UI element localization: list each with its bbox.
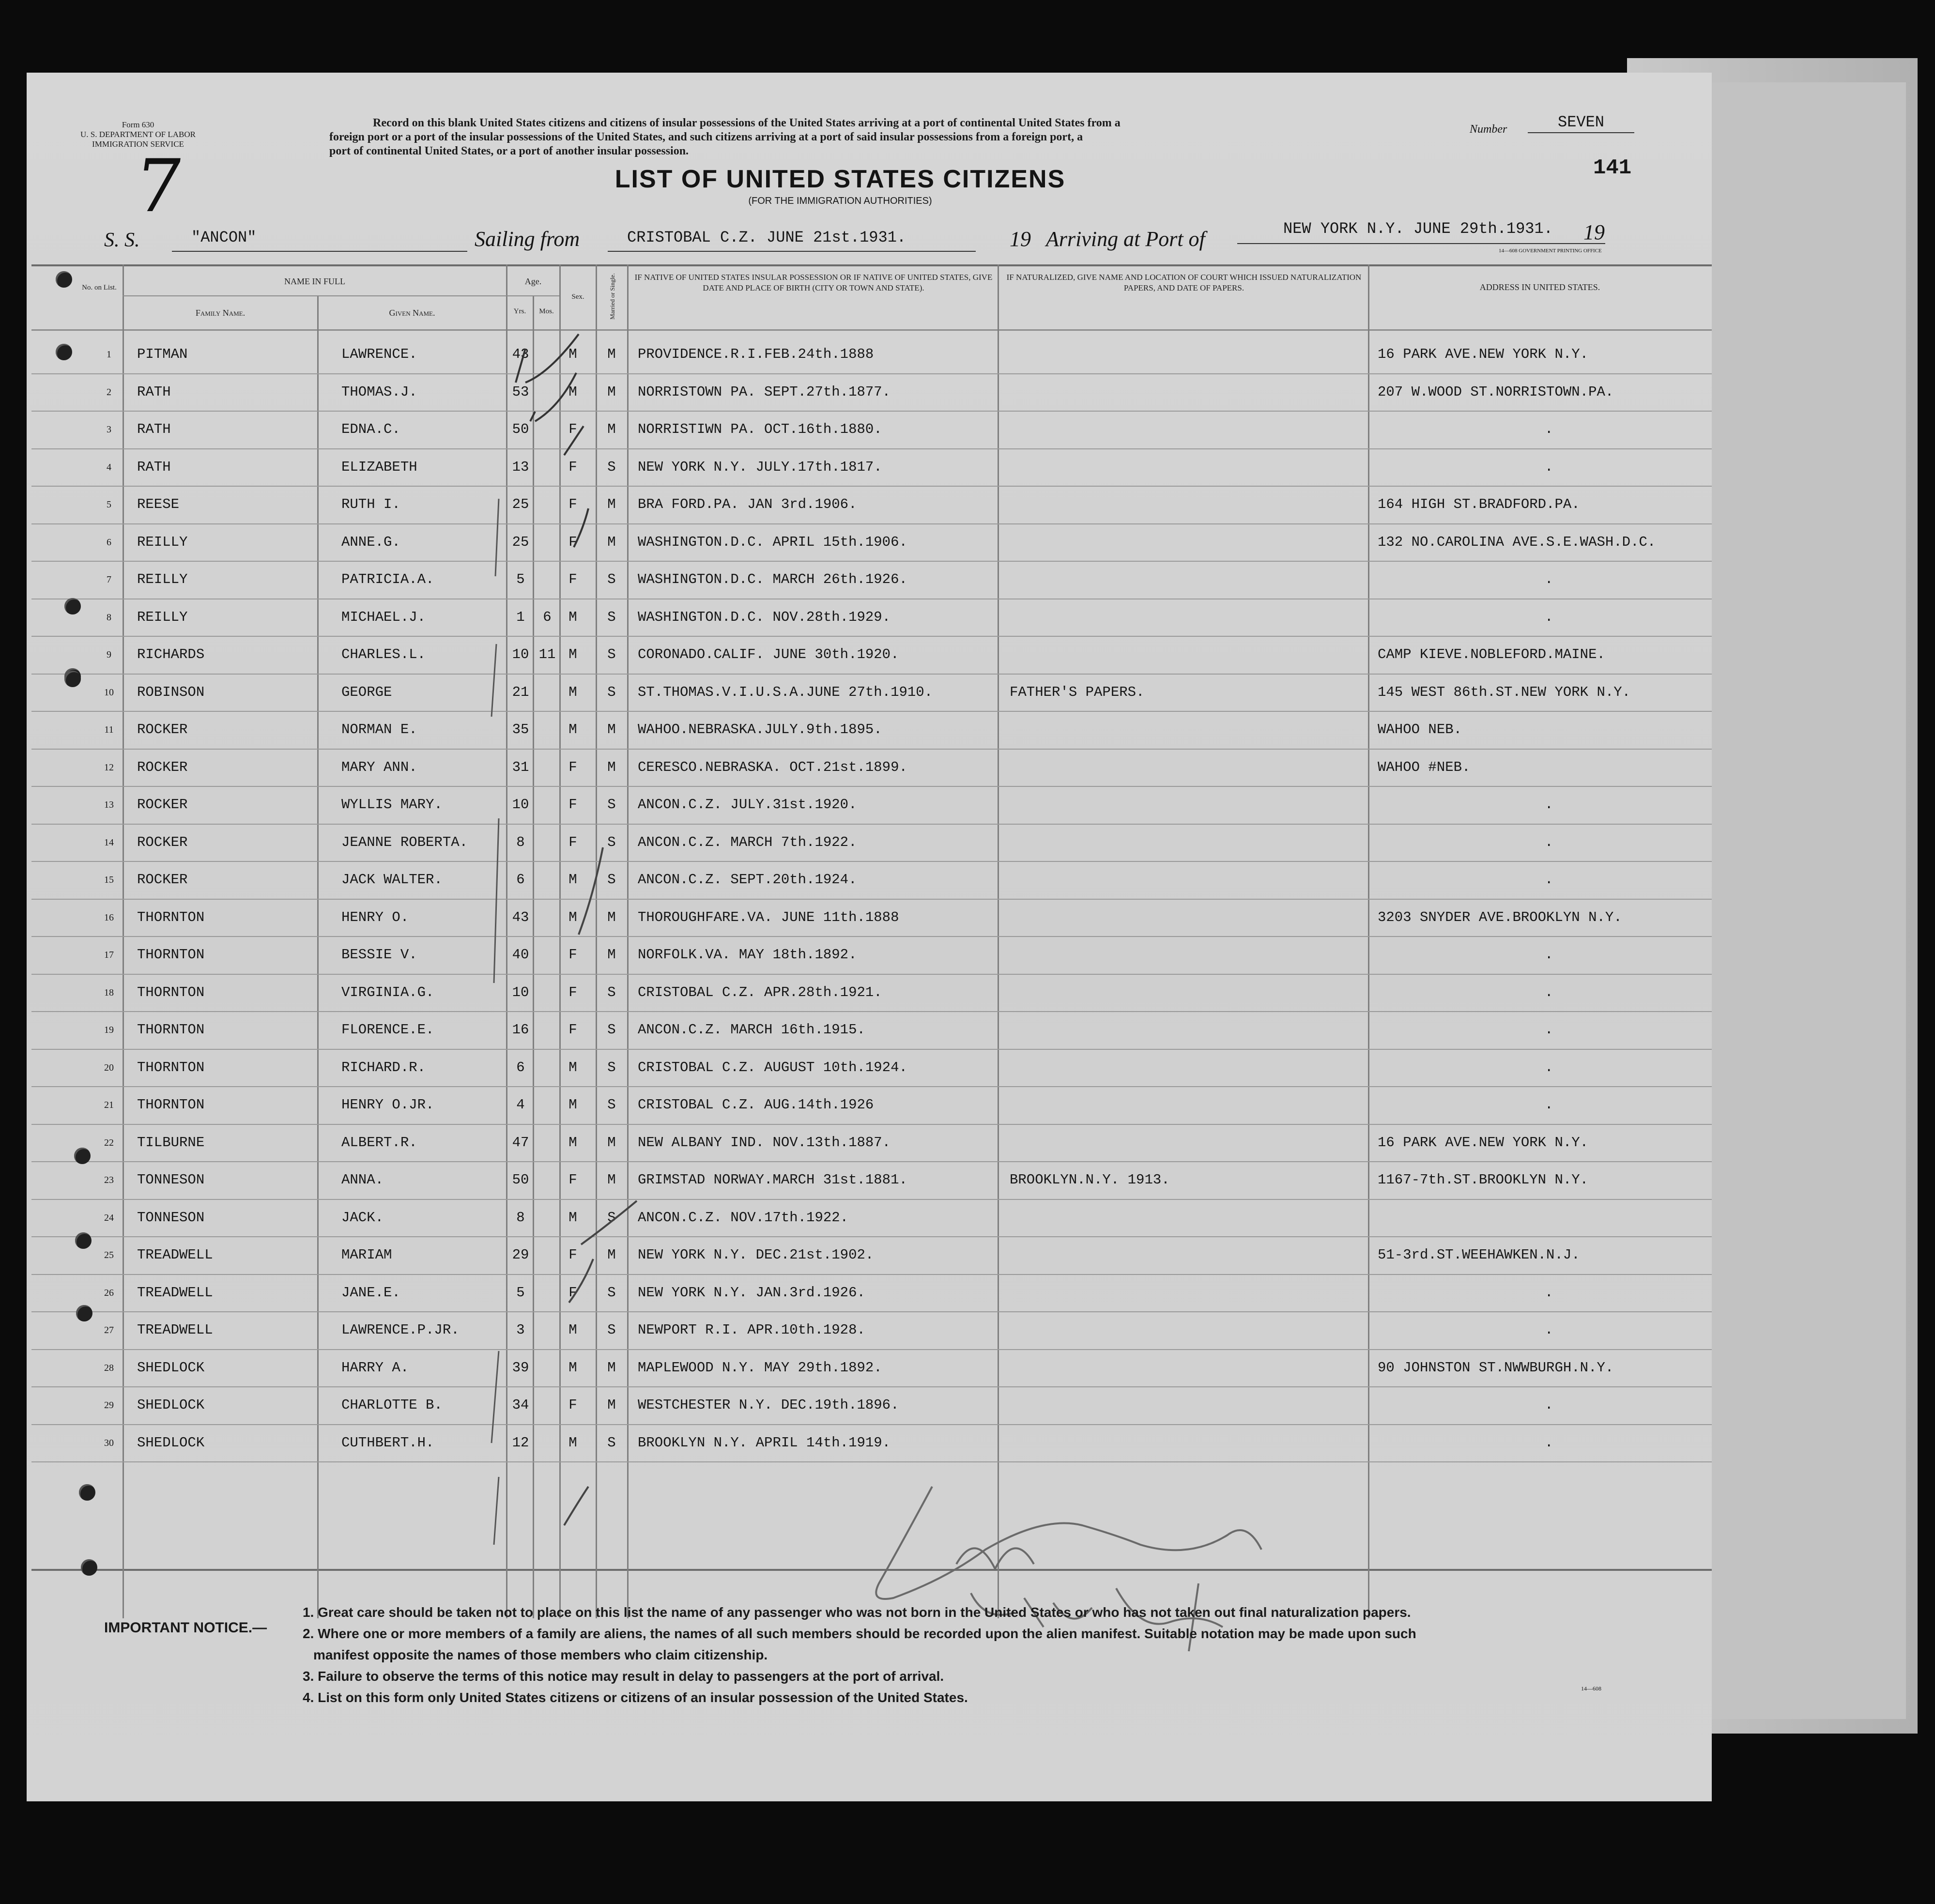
list-number: 17 [104, 950, 114, 960]
given-name: MARIAM [341, 1247, 392, 1263]
address: 16 PARK AVE.NEW YORK N.Y. [1378, 346, 1589, 362]
marital-status: S [607, 1209, 616, 1226]
given-name: ANNE.G. [341, 534, 400, 550]
address: . [1545, 1022, 1553, 1038]
marital-status: M [607, 947, 616, 963]
list-number: 8 [107, 612, 111, 623]
given-name: MARY ANN. [341, 759, 417, 775]
age-months: 6 [543, 609, 552, 625]
family-name: PITMAN [137, 346, 188, 362]
list-number: 25 [104, 1250, 114, 1260]
marital-status: S [607, 872, 616, 888]
address: WAHOO NEB. [1378, 722, 1462, 737]
given-name: BESSIE V. [341, 947, 417, 963]
list-number: 7 [107, 574, 111, 585]
marital-status: M [607, 1359, 616, 1376]
address: . [1545, 609, 1553, 625]
given-name: NORMAN E. [341, 722, 417, 737]
age-years: 53 [512, 384, 529, 400]
family-name: ROCKER [137, 834, 188, 850]
family-name: THORNTON [137, 1059, 205, 1075]
sex: M [568, 384, 577, 400]
marital-status: S [607, 1022, 616, 1038]
printing-office-note: 14—608 GOVERNMENT PRINTING OFFICE [1499, 248, 1602, 254]
family-name: RATH [137, 421, 171, 437]
birth-place-date: THOROUGHFARE.VA. JUNE 11th.1888 [638, 909, 899, 925]
list-number: 21 [104, 1100, 114, 1110]
marital-status: S [607, 797, 616, 813]
sex: F [568, 496, 577, 512]
birth-place-date: CORONADO.CALIF. JUNE 30th.1920. [638, 646, 899, 662]
list-number: 2 [107, 386, 111, 398]
birth-place-date: ANCON.C.Z. MARCH 7th.1922. [638, 834, 857, 850]
address: . [1545, 1284, 1553, 1301]
sex: M [568, 1097, 577, 1113]
given-name: EDNA.C. [341, 421, 400, 437]
birth-place-date: CERESCO.NEBRASKA. OCT.21st.1899. [638, 759, 907, 775]
birth-place-date: NEW ALBANY IND. NOV.13th.1887. [638, 1134, 891, 1151]
family-name: REESE [137, 496, 180, 512]
birth-place-date: WASHINGTON.D.C. APRIL 15th.1906. [638, 534, 907, 550]
sex: M [568, 1434, 577, 1451]
list-number: 12 [104, 762, 114, 773]
age-years: 10 [512, 984, 529, 1000]
family-name: TONNESON [137, 1172, 205, 1188]
given-name: CHARLOTTE B. [341, 1397, 443, 1413]
birth-place-date: WAHOO.NEBRASKA.JULY.9th.1895. [638, 722, 882, 737]
birth-place-date: WASHINGTON.D.C. NOV.28th.1929. [638, 609, 891, 625]
naturalization: BROOKLYN.N.Y. 1913. [1010, 1172, 1170, 1188]
marital-status: M [607, 346, 616, 362]
document-subtitle: (FOR THE IMMIGRATION AUTHORITIES) [748, 196, 932, 206]
age-years: 13 [512, 459, 529, 475]
address: . [1545, 571, 1553, 587]
arriving-label: Arriving at Port of [1046, 227, 1205, 251]
age-years: 5 [516, 571, 525, 587]
col-family-header: Family Name. [195, 308, 246, 318]
punch-hole [64, 598, 81, 614]
address: . [1545, 947, 1553, 963]
given-name: WYLLIS MARY. [341, 797, 443, 813]
family-name: TREADWELL [137, 1247, 213, 1263]
family-name: RATH [137, 384, 171, 400]
family-name: REILLY [137, 609, 188, 625]
age-years: 25 [512, 496, 529, 512]
year-label: 19 [1010, 227, 1031, 251]
form-code: 14—608 [1581, 1685, 1601, 1692]
list-number: 3 [107, 424, 111, 435]
given-name: HENRY O. [341, 909, 409, 925]
marital-status: S [607, 459, 616, 475]
list-number: 10 [104, 687, 114, 698]
punch-hole [64, 671, 81, 687]
address: 1167-7th.ST.BROOKLYN N.Y. [1378, 1172, 1589, 1188]
age-months: 11 [538, 646, 556, 662]
col-age-header: Age. [524, 276, 542, 286]
notice-item-4: 4. List on this form only United States citizens or citizens of an insular possession of the United States. [303, 1690, 968, 1705]
sex: M [568, 909, 577, 925]
sex: F [568, 834, 577, 850]
family-name: REILLY [137, 534, 188, 550]
col-yrs-header: Yrs. [513, 307, 526, 315]
arriving-port: NEW YORK N.Y. JUNE 29th.1931. [1283, 220, 1553, 238]
sex: M [568, 684, 577, 700]
marital-status: M [607, 534, 616, 550]
sex: F [568, 947, 577, 963]
marital-status: S [607, 1284, 616, 1301]
col-sex-header: Sex. [571, 293, 584, 301]
manifest-page [27, 73, 1712, 1801]
marital-status: S [607, 646, 616, 662]
handwritten-list-mark: 7 [129, 144, 188, 229]
family-name: SHEDLOCK [137, 1397, 205, 1413]
family-name: TREADWELL [137, 1284, 213, 1301]
marital-status: M [607, 384, 616, 400]
given-name: PATRICIA.A. [341, 571, 434, 587]
sailing-label: Sailing from [475, 227, 580, 251]
age-years: 31 [512, 759, 529, 775]
list-number: 24 [104, 1212, 114, 1223]
sex: F [568, 1284, 577, 1301]
service: IMMIGRATION SERVICE [92, 139, 184, 149]
marital-status: S [607, 1059, 616, 1075]
given-name: RICHARD.R. [341, 1059, 426, 1075]
list-number: 4 [107, 461, 111, 473]
marital-status: M [607, 1172, 616, 1188]
age-years: 10 [512, 797, 529, 813]
given-name: LAWRENCE.P.JR. [341, 1322, 460, 1338]
birth-place-date: ANCON.C.Z. SEPT.20th.1924. [638, 872, 857, 888]
notice-item-3: 3. Failure to observe the terms of this notice may result in delay to passengers at the port of arrival. [303, 1669, 944, 1684]
age-years: 50 [512, 1172, 529, 1188]
list-number: 5 [107, 499, 111, 510]
marital-status: M [607, 1247, 616, 1263]
form-number: Form 630 [122, 120, 154, 129]
family-name: ROBINSON [137, 684, 205, 700]
sex: M [568, 1134, 577, 1151]
given-name: CHARLES.L. [341, 646, 426, 662]
sex: M [568, 1322, 577, 1338]
family-name: SHEDLOCK [137, 1359, 205, 1376]
department: U. S. DEPARTMENT OF LABOR [80, 130, 196, 139]
family-name: THORNTON [137, 984, 205, 1000]
punch-hole [74, 1148, 91, 1164]
birth-place-date: NORRISTIWN PA. OCT.16th.1880. [638, 421, 882, 437]
family-name: ROCKER [137, 797, 188, 813]
sex: F [568, 1247, 577, 1263]
age-years: 40 [512, 947, 529, 963]
year-label-2: 19 [1583, 220, 1605, 244]
birth-place-date: GRIMSTAD NORWAY.MARCH 31st.1881. [638, 1172, 907, 1188]
age-years: 50 [512, 421, 529, 437]
sex: M [568, 646, 577, 662]
address: 3203 SNYDER AVE.BROOKLYN N.Y. [1378, 909, 1622, 925]
birth-place-date: ST.THOMAS.V.I.U.S.A.JUNE 27th.1910. [638, 684, 933, 700]
age-years: 5 [516, 1284, 525, 1301]
age-years: 12 [512, 1434, 529, 1451]
birth-place-date: ANCON.C.Z. MARCH 16th.1915. [638, 1022, 865, 1038]
address: 51-3rd.ST.WEEHAWKEN.N.J. [1378, 1247, 1580, 1263]
family-name: ROCKER [137, 759, 188, 775]
age-years: 6 [516, 1059, 525, 1075]
punch-hole [79, 1484, 95, 1501]
family-name: REILLY [137, 571, 188, 587]
address: . [1545, 1397, 1553, 1413]
age-years: 35 [512, 722, 529, 737]
sailing-from: CRISTOBAL C.Z. JUNE 21st.1931. [627, 229, 906, 246]
number-value: SEVEN [1557, 113, 1604, 131]
given-name: JACK. [341, 1209, 384, 1226]
sex: F [568, 797, 577, 813]
sex: M [568, 1359, 577, 1376]
col-birth-header: IF NATIVE OF UNITED STATES INSULAR POSSESSION OR IF NATIVE OF UNITED STATES, GIVE DATE AND PLACE OF BIRTH (CITY OR TOWN AND STATE). [634, 273, 993, 292]
age-years: 8 [516, 1209, 525, 1226]
birth-place-date: NEW YORK N.Y. JULY.17th.1817. [638, 459, 882, 475]
list-number: 22 [104, 1137, 114, 1148]
punch-hole [76, 1305, 92, 1321]
sex: F [568, 421, 577, 437]
sex: F [568, 1172, 577, 1188]
age-years: 47 [512, 1134, 529, 1151]
list-number: 28 [104, 1362, 114, 1373]
given-name: VIRGINIA.G. [341, 984, 434, 1000]
punch-hole [75, 1232, 92, 1249]
list-number: 6 [107, 537, 111, 548]
address: . [1545, 421, 1553, 437]
address: . [1545, 1097, 1553, 1113]
given-name: JEANNE ROBERTA. [341, 834, 468, 850]
age-years: 6 [516, 872, 525, 888]
notice-item-1: 1. Great care should be taken not to place on this list the name of any passenger who was not born in the United States or who has not taken out final naturalization papers. [303, 1605, 1411, 1620]
given-name: THOMAS.J. [341, 384, 417, 400]
list-number: 18 [104, 987, 114, 998]
sex: F [568, 1397, 577, 1413]
col-name-header: NAME IN FULL [284, 276, 345, 286]
age-years: 21 [512, 684, 529, 700]
family-name: ROCKER [137, 872, 188, 888]
given-name: JANE.E. [341, 1284, 400, 1301]
marital-status: M [607, 1397, 616, 1413]
address: . [1545, 1322, 1553, 1338]
marital-status: S [607, 984, 616, 1000]
address: 132 NO.CAROLINA AVE.S.E.WASH.D.C. [1378, 534, 1656, 550]
birth-place-date: NEW YORK N.Y. DEC.21st.1902. [638, 1247, 874, 1263]
list-number: 1 [107, 349, 111, 360]
family-name: TILBURNE [137, 1134, 205, 1151]
address: 164 HIGH ST.BRADFORD.PA. [1378, 496, 1580, 512]
address: 207 W.WOOD ST.NORRISTOWN.PA. [1378, 384, 1614, 400]
given-name: CUTHBERT.H. [341, 1434, 434, 1451]
marital-status: M [607, 722, 616, 737]
birth-place-date: PROVIDENCE.R.I.FEB.24th.1888 [638, 346, 874, 362]
col-address-header: ADDRESS IN UNITED STATES. [1479, 282, 1600, 292]
list-number: 11 [104, 724, 114, 735]
marital-status: M [607, 909, 616, 925]
number-label: Number [1470, 123, 1507, 136]
birth-place-date: WESTCHESTER N.Y. DEC.19th.1896. [638, 1397, 899, 1413]
birth-place-date: ANCON.C.Z. JULY.31st.1920. [638, 797, 857, 813]
marital-status: M [607, 759, 616, 775]
ss-label: S. S. [104, 229, 140, 251]
given-name: HENRY O.JR. [341, 1097, 434, 1113]
list-number: 19 [104, 1025, 114, 1035]
given-name: LAWRENCE. [341, 346, 417, 362]
birth-place-date: BRA FORD.PA. JAN 3rd.1906. [638, 496, 857, 512]
address: 90 JOHNSTON ST.NWWBURGH.N.Y. [1378, 1359, 1614, 1376]
notice-item-2-cont: manifest opposite the names of those members who claim citizenship. [313, 1647, 768, 1662]
birth-place-date: NORFOLK.VA. MAY 18th.1892. [638, 947, 857, 963]
birth-place-date: CRISTOBAL C.Z. AUG.14th.1926 [638, 1097, 874, 1113]
age-years: 16 [512, 1022, 529, 1038]
address: . [1545, 1059, 1553, 1075]
list-number: 9 [107, 649, 111, 660]
list-number: 26 [104, 1287, 114, 1298]
sex: M [568, 1209, 577, 1226]
family-name: RICHARDS [137, 646, 205, 662]
punch-hole [56, 271, 72, 288]
list-number: 27 [104, 1325, 114, 1336]
given-name: MICHAEL.J. [341, 609, 426, 625]
birth-place-date: CRISTOBAL C.Z. AUGUST 10th.1924. [638, 1059, 907, 1075]
address: . [1545, 459, 1553, 475]
given-name: ANNA. [341, 1172, 384, 1188]
marital-status: S [607, 1097, 616, 1113]
address: WAHOO #NEB. [1378, 759, 1471, 775]
punch-hole [56, 344, 72, 360]
notice-item-2: 2. Where one or more members of a family are aliens, the names of all such members should be recorded upon the alien manifest. Suitable notation may be made upon such [303, 1626, 1416, 1641]
family-name: TONNESON [137, 1209, 205, 1226]
col-naturalized-header: IF NATURALIZED, GIVE NAME AND LOCATION OF COURT WHICH ISSUED NATURALIZATION PAPERS, AND DATE OF PAPERS. [1006, 273, 1362, 292]
birth-place-date: ANCON.C.Z. NOV.17th.1922. [638, 1209, 849, 1226]
sex: M [568, 346, 577, 362]
address: . [1545, 834, 1553, 850]
birth-place-date: MAPLEWOOD N.Y. MAY 29th.1892. [638, 1359, 882, 1376]
marital-status: S [607, 1322, 616, 1338]
given-name: GEORGE [341, 684, 392, 700]
birth-place-date: WASHINGTON.D.C. MARCH 26th.1926. [638, 571, 907, 587]
list-number: 13 [104, 799, 114, 810]
sex: M [568, 609, 577, 625]
list-number: 15 [104, 875, 114, 885]
birth-place-date: NEW YORK N.Y. JAN.3rd.1926. [638, 1284, 865, 1301]
family-name: THORNTON [137, 947, 205, 963]
col-married-header: Married or Single. [609, 273, 616, 320]
list-number: 16 [104, 912, 114, 923]
sex: F [568, 534, 577, 550]
document-title: LIST OF UNITED STATES CITIZENS [614, 165, 1066, 193]
pencil-annotations [27, 73, 1712, 1801]
intro-line: port of continental United States, or a port of another insular possession. [329, 145, 689, 157]
list-number: 29 [104, 1400, 114, 1411]
age-years: 25 [512, 534, 529, 550]
back-page-edge [1680, 82, 1906, 1719]
family-name: THORNTON [137, 1022, 205, 1038]
sex: M [568, 722, 577, 737]
family-name: TREADWELL [137, 1322, 213, 1338]
sex: F [568, 571, 577, 587]
marital-status: S [607, 834, 616, 850]
address: 16 PARK AVE.NEW YORK N.Y. [1378, 1134, 1589, 1151]
intro-line: foreign port or a port of the insular possessions of the United States, and such citizens arriving at a port of said insular possessions from a foreign port, a [329, 131, 1083, 143]
family-name: THORNTON [137, 1097, 205, 1113]
col-no-header: No. on List. [82, 284, 117, 292]
notice-items [303, 1602, 1416, 1708]
address: . [1545, 1434, 1553, 1451]
family-name: THORNTON [137, 909, 205, 925]
age-years: 29 [512, 1247, 529, 1263]
sex: F [568, 1022, 577, 1038]
col-given-header: Given Name. [389, 308, 435, 318]
page-number: 141 [1593, 156, 1632, 180]
marital-status: S [607, 609, 616, 625]
punch-hole [81, 1559, 97, 1576]
marital-status: S [607, 1434, 616, 1451]
address: . [1545, 797, 1553, 813]
birth-place-date: CRISTOBAL C.Z. APR.28th.1921. [638, 984, 882, 1000]
age-years: 10 [512, 646, 529, 662]
sex: M [568, 872, 577, 888]
marital-status: M [607, 1134, 616, 1151]
marital-status: S [607, 684, 616, 700]
birth-place-date: BROOKLYN N.Y. APRIL 14th.1919. [638, 1434, 891, 1451]
address: . [1545, 872, 1553, 888]
list-number: 14 [104, 837, 114, 848]
sex: F [568, 984, 577, 1000]
sex: F [568, 759, 577, 775]
sex: F [568, 459, 577, 475]
given-name: JACK WALTER. [341, 872, 443, 888]
marital-status: M [607, 421, 616, 437]
family-name: ROCKER [137, 722, 188, 737]
birth-place-date: NEWPORT R.I. APR.10th.1928. [638, 1322, 865, 1338]
given-name: RUTH I. [341, 496, 400, 512]
age-years: 39 [512, 1359, 529, 1376]
family-name: RATH [137, 459, 171, 475]
ship-name: "ANCON" [191, 229, 257, 246]
given-name: HARRY A. [341, 1359, 409, 1376]
address: . [1545, 984, 1553, 1000]
age-years: 3 [516, 1322, 525, 1338]
age-years: 8 [516, 834, 525, 850]
address: 145 WEST 86th.ST.NEW YORK N.Y. [1378, 684, 1631, 700]
birth-place-date: NORRISTOWN PA. SEPT.27th.1877. [638, 384, 891, 400]
age-years: 43 [512, 909, 529, 925]
sex: M [568, 1059, 577, 1075]
given-name: ALBERT.R. [341, 1134, 417, 1151]
age-years: 4 [516, 1097, 525, 1113]
intro-line: Record on this blank United States citizens and citizens of insular possessions of the United States arriving at a port of continental United States from a [373, 117, 1121, 129]
age-years: 1 [516, 609, 525, 625]
naturalization: FATHER'S PAPERS. [1010, 684, 1145, 700]
age-years: 43 [512, 346, 529, 362]
age-years: 34 [512, 1397, 529, 1413]
col-mos-header: Mos. [539, 307, 554, 315]
list-number: 23 [104, 1175, 114, 1185]
marital-status: S [607, 571, 616, 587]
family-name: SHEDLOCK [137, 1434, 205, 1451]
given-name: FLORENCE.E. [341, 1022, 434, 1038]
list-number: 20 [104, 1062, 114, 1073]
marital-status: M [607, 496, 616, 512]
notice-label: IMPORTANT NOTICE.— [104, 1620, 267, 1636]
list-number: 30 [104, 1437, 114, 1448]
address: CAMP KIEVE.NOBLEFORD.MAINE. [1378, 646, 1605, 662]
given-name: ELIZABETH [341, 459, 417, 475]
